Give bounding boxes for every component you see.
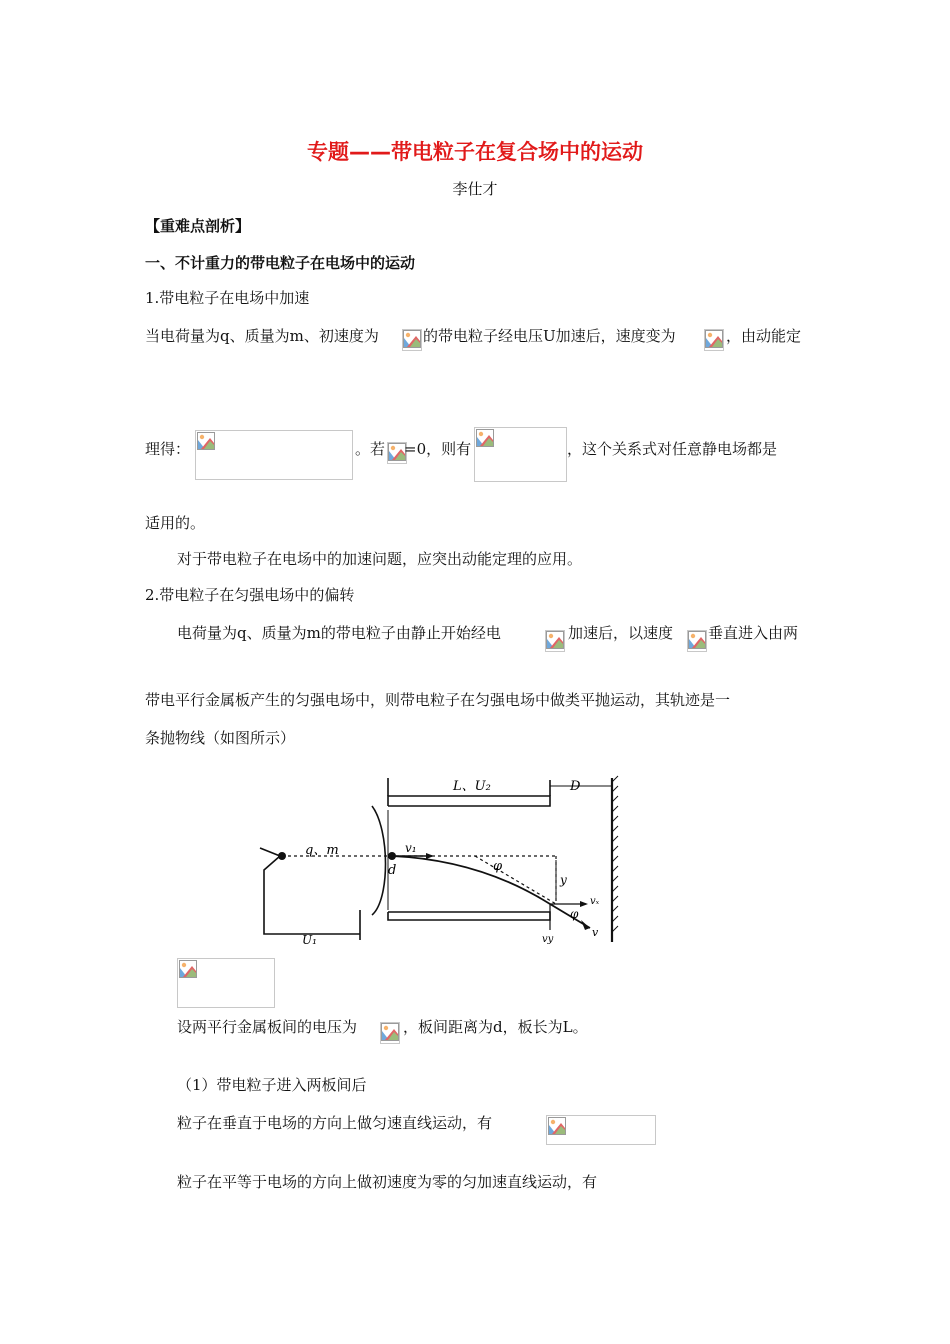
p1-text-c: ，由动能定 <box>726 327 802 345</box>
image-placeholder-icon <box>548 1117 566 1135</box>
author-name: 李仕才 <box>452 180 498 198</box>
image-placeholder-icon <box>197 432 215 450</box>
sub2-heading: 2.带电粒子在匀强电场中的偏转 <box>145 586 355 604</box>
label-v: v <box>592 926 599 939</box>
p2-text-a: 理得： <box>145 440 191 458</box>
formula-kinetic-energy-image <box>195 430 353 480</box>
source-bracket <box>264 856 360 934</box>
label-q-m: q、m <box>305 843 339 858</box>
label-vy: vy <box>542 934 554 945</box>
source-line <box>260 848 280 856</box>
label-phi-bottom: φ <box>570 907 579 921</box>
label-y: y <box>560 873 567 887</box>
figure-caption-image <box>177 958 275 1008</box>
image-placeholder-icon <box>688 631 706 649</box>
label-L-U2: L、U₂ <box>453 779 491 794</box>
trajectory <box>392 856 550 904</box>
accelerator-plate <box>372 806 386 915</box>
formula-u1-image <box>545 630 565 652</box>
section-heading: 【重难点剖析】 <box>145 217 251 235</box>
formula-v-image <box>704 329 724 351</box>
top-plate <box>388 796 550 806</box>
p10-text: 粒子在垂直于电场的方向上做匀速直线运动，有 <box>177 1114 493 1132</box>
label-d: d <box>388 863 397 878</box>
document-title: 专题——带电粒子在复合场中的运动 <box>307 140 643 164</box>
image-placeholder-icon <box>476 429 494 447</box>
p5-text-a: 电荷量为q、质量为m的带电粒子由静止开始经电 <box>177 624 501 642</box>
label-D: D <box>570 779 581 794</box>
p5-text-c: 垂直进入由两 <box>708 624 799 642</box>
p4-text: 对于带电粒子在电场中的加速问题，应突出动能定理的应用。 <box>177 550 583 568</box>
p3-text: 适用的。 <box>145 514 206 532</box>
image-placeholder-icon <box>381 1023 399 1041</box>
label-v1: v₁ <box>405 841 417 855</box>
p8-text-a: 设两平行金属板间的电压为 <box>177 1018 358 1036</box>
p6-text: 带电平行金属板产生的匀强电场中，则带电粒子在匀强电场中做类平抛运动，其轨迹是一 <box>145 691 731 709</box>
sub1-heading: 1.带电粒子在电场中加速 <box>145 289 310 307</box>
label-phi-top: φ <box>493 859 503 874</box>
deflection-diagram <box>250 770 630 950</box>
part1-heading: 一、不计重力的带电粒子在电场中的运动 <box>145 254 416 272</box>
p9-text: （1）带电粒子进入两板间后 <box>177 1076 367 1094</box>
formula-v1-image <box>687 630 707 652</box>
particle-start <box>278 852 286 860</box>
image-placeholder-icon <box>179 960 197 978</box>
p1-text-a: 当电荷量为q、质量为m、初速度为 <box>145 327 379 345</box>
p2-text-b: 。若 <box>355 440 386 458</box>
formula-u2-image <box>380 1022 400 1044</box>
formula-uniform-motion-image <box>546 1115 656 1145</box>
formula-v0-image <box>402 329 422 351</box>
label-U1: U₁ <box>302 933 317 947</box>
label-vx: vₓ <box>590 896 600 907</box>
p2-text-c: =0，则有 <box>404 440 472 458</box>
p8-text-b: ，板间距离为d，板长为L。 <box>403 1018 588 1036</box>
p7-text: 条抛物线（如图所示） <box>145 729 296 747</box>
image-placeholder-icon <box>705 330 723 348</box>
image-placeholder-icon <box>546 631 564 649</box>
p5-text-b: 加速后，以速度 <box>568 624 674 642</box>
p2-text-d: ，这个关系式对任意静电场都是 <box>567 440 778 458</box>
image-placeholder-icon <box>403 330 421 348</box>
p1-text-b: 的带电粒子经电压U加速后，速度变为 <box>423 327 676 345</box>
p11-text: 粒子在平等于电场的方向上做初速度为零的匀加速直线运动，有 <box>177 1173 598 1191</box>
bottom-plate <box>388 912 550 920</box>
formula-result-image <box>474 427 567 482</box>
